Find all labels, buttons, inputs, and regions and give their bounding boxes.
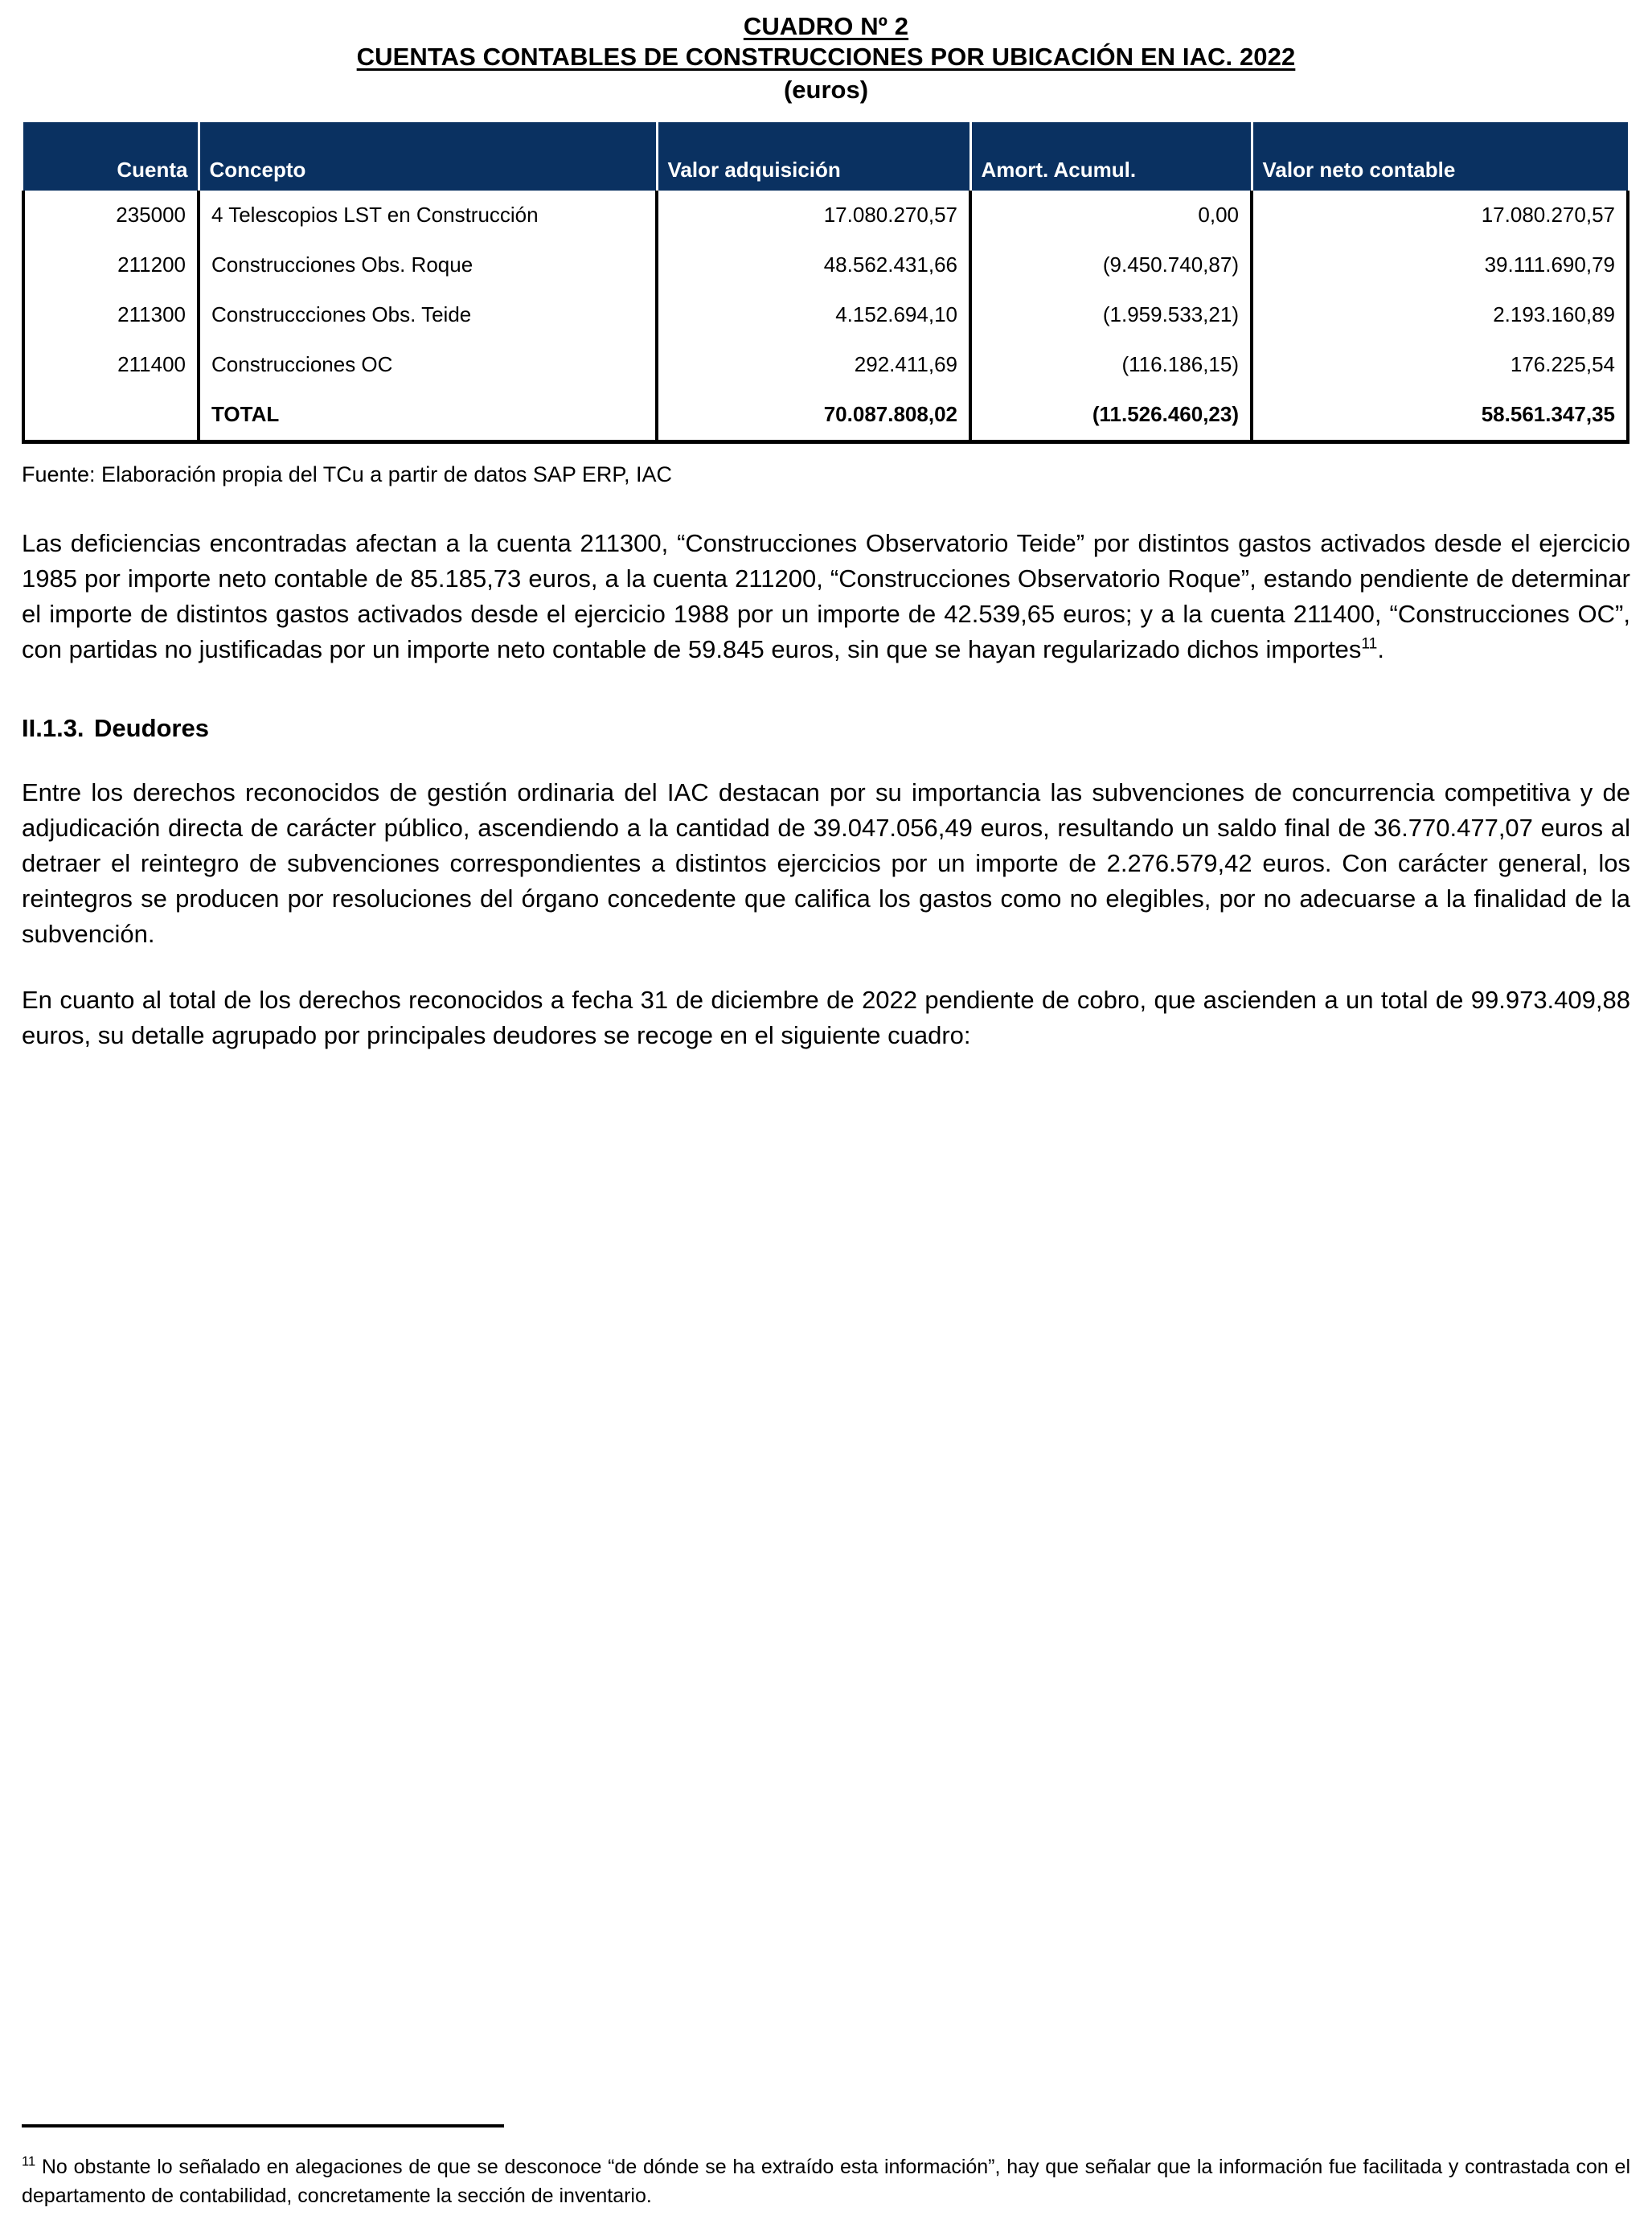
cell-total-valor-neto: 58.561.347,35 (1252, 390, 1628, 442)
cell-cuenta: 211300 (23, 290, 199, 340)
cuadro-units: (euros) (783, 75, 869, 104)
cell-concepto: Construcciones Obs. Roque (199, 240, 657, 290)
source-note: Fuente: Elaboración propia del TCu a partir de datos SAP ERP, IAC (22, 462, 672, 486)
section-title: Deudores (94, 713, 209, 742)
footnote-marker: 11 (22, 2154, 36, 2169)
cell-valor-adquisicion: 17.080.270,57 (657, 191, 970, 240)
cell-amort-acumul: (1.959.533,21) (970, 290, 1252, 340)
paragraph-deficiencias-period: . (1377, 634, 1384, 663)
footnote-body: No obstante lo señalado en alegaciones de que se desconoce “de dónde se ha extraído esta información”, hay que señalar que la información fue facilitada y contrastada con el departamento de contabilidad, concretamente la sección de inventario. (22, 2156, 1630, 2207)
cell-cuenta: 211200 (23, 240, 199, 290)
table-total-row (23, 390, 1628, 442)
cuadro-table (22, 122, 1629, 444)
table-header-row (23, 122, 1628, 191)
section-heading-deudores (22, 712, 1630, 745)
cell-concepto: Construccciones Obs. Teide (199, 290, 657, 340)
cell-amort-acumul: 0,00 (970, 191, 1252, 240)
cell-valor-adquisicion: 4.152.694,10 (657, 290, 970, 340)
cell-cuenta: 211400 (23, 340, 199, 390)
cell-concepto: Construcciones OC (199, 340, 657, 390)
cell-total-cuenta (23, 390, 199, 442)
footnote-separator-rule (22, 2124, 504, 2127)
cell-valor-adquisicion: 48.562.431,66 (657, 240, 970, 290)
table-row (23, 290, 1628, 340)
paragraph-deficiencias (22, 526, 1630, 667)
section-number: II.1.3. (22, 713, 84, 742)
table-title-block (0, 0, 1652, 106)
cell-valor-adquisicion: 292.411,69 (657, 340, 970, 390)
cuadro-title-text: CUENTAS CONTABLES DE CONSTRUCCIONES POR UBICACIÓN EN IAC. 2022 (356, 42, 1296, 71)
cell-total-amort-acumul: (11.526.460,23) (970, 390, 1252, 442)
column-header-valor-neto-contable: Valor neto contable (1252, 122, 1628, 191)
cell-amort-acumul: (9.450.740,87) (970, 240, 1252, 290)
table-body (23, 191, 1628, 442)
footnote-11 (22, 2153, 1630, 2210)
cuadro-title (0, 42, 1652, 72)
column-header-valor-adquisicion: Valor adquisición (657, 122, 970, 191)
cuadro-number (0, 11, 1652, 42)
footnote-area (22, 2124, 1630, 2210)
paragraph-derechos-reconocidos: Entre los derechos reconocidos de gestión ordinaria del IAC destacan por su importancia las subvenciones de concurrencia competitiva y de adjudicación directa de carácter público, ascendiendo a la cantidad de 39.047.056,49 euros, resultando un saldo final de 36.770.477,07 euros al detraer el reintegro de subvenciones correspondientes a distintos ejercicios por un importe de 2.276.579,42 euros. Con carácter general, los reintegros se producen por resoluciones del órgano concedente que califica los gastos como no elegibles, por no adecuarse a la finalidad de la subvención. (22, 778, 1630, 949)
cell-valor-neto: 176.225,54 (1252, 340, 1628, 390)
table-row (23, 240, 1628, 290)
cuadro-number-text: CUADRO Nº 2 (743, 12, 909, 40)
paragraph-deficiencias-text: Las deficiencias encontradas afectan a la cuenta 211300, “Construcciones Observatorio Teide” por distintos gastos activados desde el ejercicio 1985 por importe neto contable de 85.185,73 euros, a la cuenta 211200, “Construcciones Observatorio Roque”, estando pendiente de determinar el importe de distintos gastos activados desde el ejercicio 1988 por un importe de 42.539,65 euros; y a la cuenta 211400, “Construcciones OC”, con partidas no justificadas por un importe neto contable de 59.845 euros, sin que se hayan regularizado dichos importes (22, 528, 1630, 663)
paragraph-total-derechos: En cuanto al total de los derechos reconocidos a fecha 31 de diciembre de 2022 pendiente de cobro, que ascienden a un total de 99.973.409,88 euros, su detalle agrupado por principales deudores se recoge en el siguiente cuadro: (22, 986, 1630, 1050)
cuadro-table-wrapper (22, 122, 1626, 444)
table-row (23, 191, 1628, 240)
cell-total-valor-adquisicion: 70.087.808,02 (657, 390, 970, 442)
cell-valor-neto: 17.080.270,57 (1252, 191, 1628, 240)
cell-concepto: 4 Telescopios LST en Construcción (199, 191, 657, 240)
cell-amort-acumul: (116.186,15) (970, 340, 1252, 390)
footnote-reference-11[interactable]: 11 (1361, 635, 1378, 653)
cell-total-label: TOTAL (199, 390, 657, 442)
table-row (23, 340, 1628, 390)
cell-valor-neto: 2.193.160,89 (1252, 290, 1628, 340)
table-head (23, 122, 1628, 191)
column-header-amort-acumul: Amort. Acumul. (970, 122, 1252, 191)
column-header-cuenta: Cuenta (23, 122, 199, 191)
cell-valor-neto: 39.111.690,79 (1252, 240, 1628, 290)
column-header-concepto: Concepto (199, 122, 657, 191)
cell-cuenta: 235000 (23, 191, 199, 240)
